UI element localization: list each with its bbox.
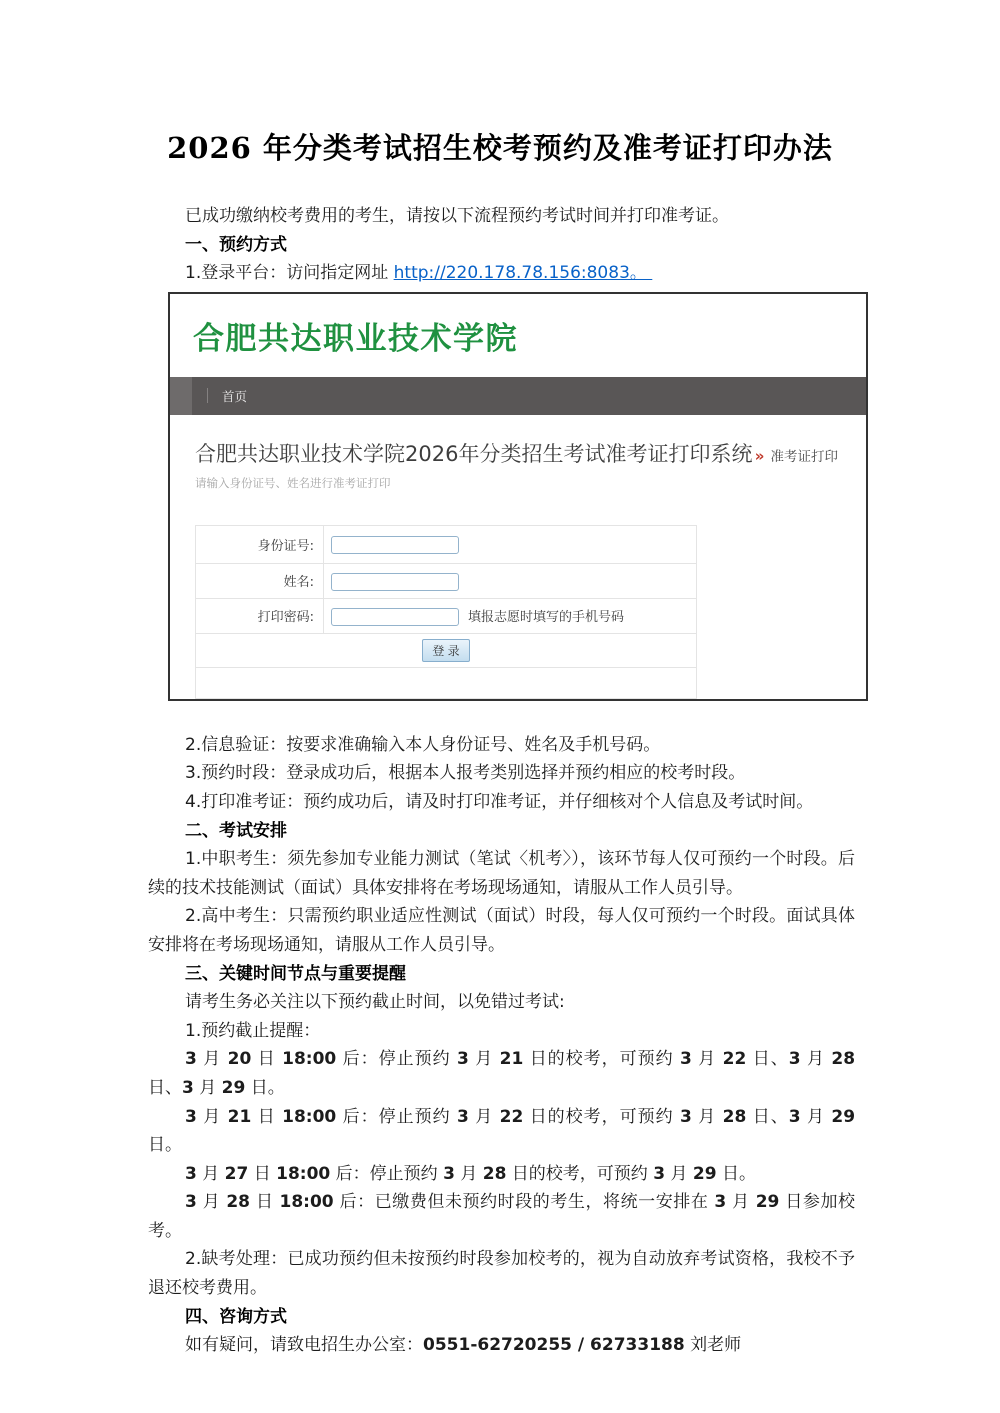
double-chevron-icon: » [754, 446, 765, 465]
section-4-heading: 四、咨询方式 [185, 1306, 287, 1327]
section-3-heading: 三、关键时间节点与重要提醒 [185, 963, 406, 984]
site-content [170, 415, 866, 699]
deadline-line-2: 3 月 21 日 18:00 后：停止预约 3 月 22 日的校考，可预约 3 月 28 日、3 月 29 日。 [148, 1106, 856, 1156]
section-2-item-2: 2.高中考生：只需预约职业适应性测试（面试）时段，每人仅可预约一个时段。面试具体安排将在考场现场通知，请服从工作人员引导。 [148, 906, 855, 955]
print-password-label: 打印密码: [196, 598, 324, 633]
login-platform-text: 1.登录平台：访问指定网址 [185, 263, 394, 284]
section-1-item-2: 2.信息验证：按要求准确输入本人身份证号、姓名及手机号码。 [185, 734, 661, 755]
document-title: 2026 年分类考试招生校考预约及准考证打印办法 [167, 131, 833, 165]
login-form [195, 525, 697, 699]
login-button-row [196, 633, 697, 667]
section-2-item-1: 1.中职考生：须先参加专业能力测试（笔试〈机考〉），该环节每人仅可预约一个时段。后续的技术技能测试（面试）具体安排将在考场现场通知，请服从工作人员引导。 [148, 849, 855, 898]
system-subtitle: 请输入身份证号、姓名进行准考证打印 [195, 475, 391, 490]
name-input[interactable] [331, 573, 459, 591]
nav-home-link[interactable]: 首页 [222, 388, 248, 404]
section-3-intro: 请考生务必关注以下预约截止时间，以免错过考试: [185, 992, 565, 1013]
nav-divider [207, 388, 208, 403]
nav-bar [170, 377, 866, 415]
section-3-item-2: 2.缺考处理：已成功预约但未按预约时段参加校考的，视为自动放弃考试资格，我校不予退还校考费用。 [148, 1249, 855, 1299]
system-title: 合肥共达职业技术学院2026年分类招生考试准考证打印系统 [195, 441, 753, 466]
print-password-row [196, 598, 697, 633]
section-1-item-4: 4.打印准考证：预约成功后，请及时打印准考证，并仔细核对个人信息及考试时间。 [185, 791, 814, 812]
nav-left-block [170, 377, 192, 415]
breadcrumb-label: 准考证打印 [770, 448, 838, 465]
deadline-line-1: 3 月 20 日 18:00 后：停止预约 3 月 21 日的校考，可预约 3 月 22 日、3 月 28 日、3 月 29 日。 [148, 1049, 856, 1098]
password-hint: 填报志愿时填写的手机号码 [468, 610, 625, 626]
breadcrumb [755, 445, 838, 465]
college-logo: 合肥共达职业技术学院 [193, 320, 518, 357]
document-body [0, 202, 1000, 1360]
print-password-input[interactable] [331, 608, 459, 626]
contact-line: 如有疑问，请致电招生办公室：0551-62720255 / 62733188 刘老师 [185, 1335, 742, 1356]
section-1-heading: 一、预约方式 [185, 234, 287, 255]
section-2-heading: 二、考试安排 [185, 820, 287, 841]
id-number-row [196, 525, 697, 563]
empty-row [196, 667, 697, 698]
login-button[interactable]: 登 录 [422, 639, 469, 662]
intro-paragraph: 已成功缴纳校考费用的考生，请按以下流程预约考试时间并打印准考证。 [185, 206, 729, 226]
embedded-website-screenshot [168, 292, 868, 701]
site-header [170, 294, 866, 377]
section-1-item-1 [148, 259, 855, 288]
id-number-input[interactable] [331, 536, 459, 554]
deadline-line-4: 3 月 28 日 18:00 后：已缴费但未预约时段的考生，将统一安排在 3 月 29 日参加校考。 [148, 1192, 856, 1241]
system-title-row [195, 438, 866, 468]
platform-url-link[interactable]: http://220.178.78.156:8083。 [393, 263, 653, 284]
section-1-item-3: 3.预约时段：登录成功后，根据本人报考类别选择并预约相应的校考时段。 [185, 763, 746, 784]
name-label: 姓名: [196, 563, 324, 598]
name-row [196, 563, 697, 598]
section-3-item-1: 1.预约截止提醒： [185, 1020, 321, 1041]
deadline-line-3: 3 月 27 日 18:00 后：停止预约 3 月 28 日的校考，可预约 3 月 29 日。 [185, 1163, 756, 1184]
id-number-label: 身份证号: [196, 525, 324, 563]
